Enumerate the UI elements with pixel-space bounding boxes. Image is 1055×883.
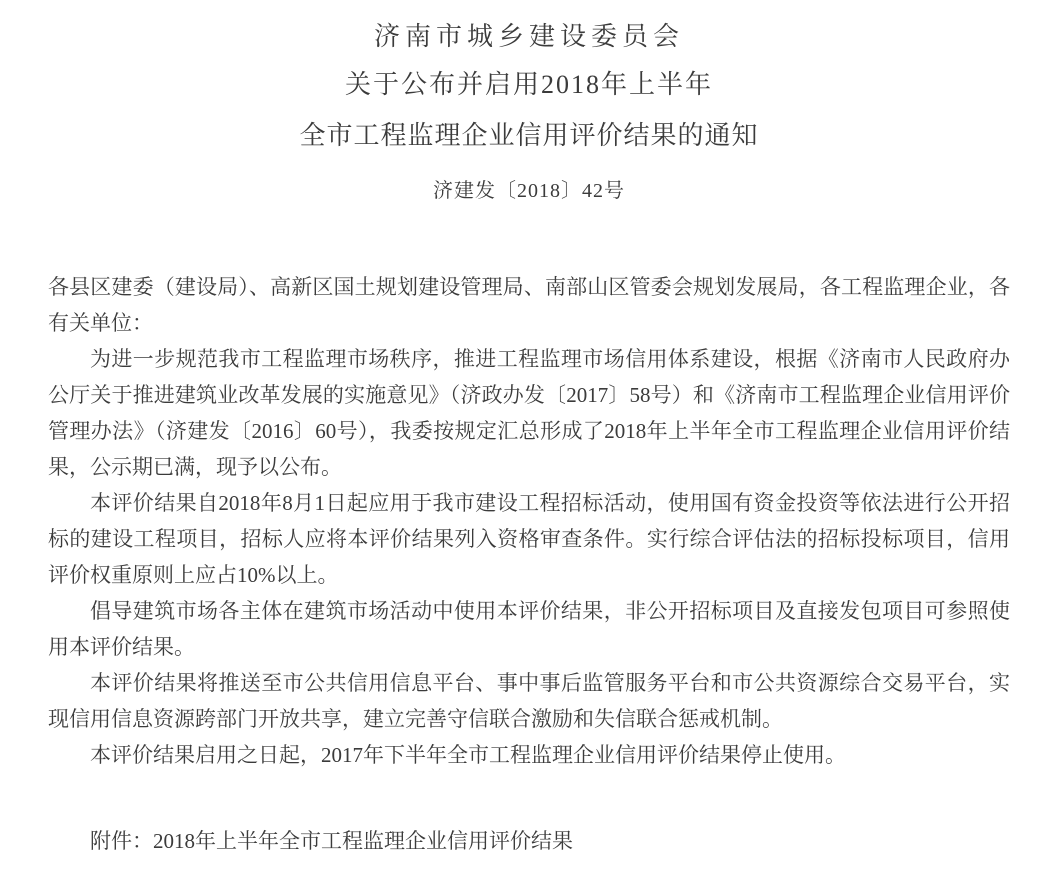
body-paragraph-5: 本评价结果启用之日起，2017年下半年全市工程监理企业信用评价结果停止使用。 [90, 743, 846, 767]
document-number: 济建发〔2018〕42号 [433, 180, 625, 202]
body-paragraph-1: 为进一步规范我市工程监理市场秩序，推进工程监理市场信用体系建设，根据《济南市人民政府办公厅关于推进建筑业改革发展的实施意见》（济政办发〔2017〕58号）和《济南市工程监理企业信用评价管理办法》（济建发〔2016〕60号），我委按规定汇总形成了2018年上半年全市工程监理企业信用评价结果，公示期已满，现予以公布。 [48, 347, 1010, 479]
document-body [48, 269, 1010, 773]
issuing-agency-title: 济南市城乡建设委员会 [373, 22, 684, 51]
notice-title-line-2: 全市工程监理企业信用评价结果的通知 [299, 121, 759, 150]
document-title [48, 13, 1010, 162]
addressee-line: 各县区建委（建设局）、高新区国土规划建设管理局、南部山区管委会规划发展局，各工程监理企业，各有关单位： [48, 275, 1010, 335]
notice-title-line-1: 关于公布并启用2018年上半年 [344, 70, 713, 99]
body-paragraph-4: 本评价结果将推送至市公共信用信息平台、事中事后监管服务平台和市公共资源综合交易平台，实现信用信息资源跨部门开放共享，建立完善守信联合激励和失信联合惩戒机制。 [48, 671, 1010, 731]
attachment-line: 附件：2018年上半年全市工程监理企业信用评价结果 [90, 829, 573, 853]
body-paragraph-2: 本评价结果自2018年8月1日起应用于我市建设工程招标活动，使用国有资金投资等依法进行公开招标的建设工程项目，招标人应将本评价结果列入资格审查条件。实行综合评估法的招标投标项目，信用评价权重原则上应占10%以上。 [48, 491, 1010, 587]
body-paragraph-3: 倡导建筑市场各主体在建筑市场活动中使用本评价结果，非公开招标项目及直接发包项目可参照使用本评价结果。 [48, 599, 1010, 659]
